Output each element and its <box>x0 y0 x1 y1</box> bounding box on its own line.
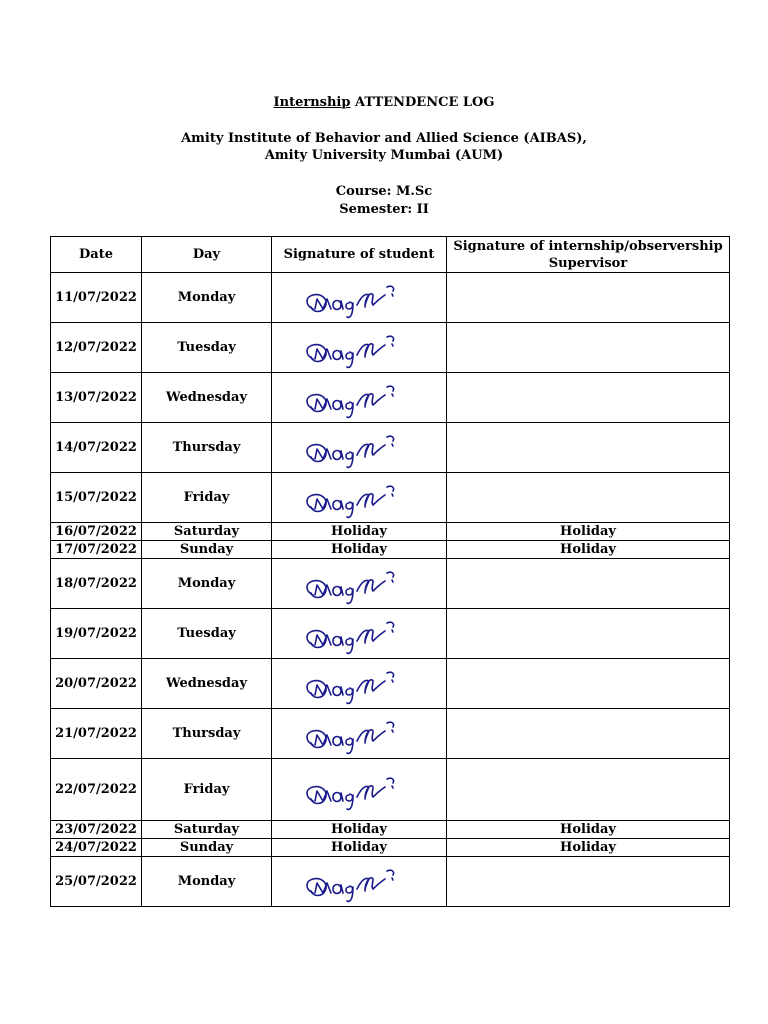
handwritten-signature-icon <box>299 611 419 657</box>
day-cell: Sunday <box>142 839 272 857</box>
table-row <box>51 609 730 659</box>
date-cell: 20/07/2022 <box>51 659 142 709</box>
signature-image <box>290 610 428 657</box>
handwritten-signature-icon <box>299 767 419 813</box>
handwritten-signature-icon <box>299 325 419 371</box>
day-cell: Monday <box>142 857 272 907</box>
supervisor-signature-cell <box>447 559 730 609</box>
supervisor-signature-cell: Holiday <box>447 523 730 541</box>
table-row <box>51 559 730 609</box>
column-header-student-signature: Signature of student <box>272 237 447 273</box>
table-row <box>51 839 730 857</box>
university-name: Amity University Mumbai (AUM) <box>264 148 504 163</box>
day-cell: Monday <box>142 273 272 323</box>
day-cell: Sunday <box>142 541 272 559</box>
student-signature-cell: Holiday <box>272 839 447 857</box>
institute-name: Amity Institute of Behavior and Allied Science (AIBAS), <box>181 131 587 146</box>
course-label: Course: M.Sc <box>335 184 433 199</box>
handwritten-signature-icon <box>299 859 419 905</box>
signature-image <box>290 560 428 607</box>
table-row <box>51 659 730 709</box>
column-header-date: Date <box>51 237 142 273</box>
student-signature-cell <box>272 759 447 821</box>
date-cell: 22/07/2022 <box>51 759 142 821</box>
date-cell: 12/07/2022 <box>51 323 142 373</box>
table-row <box>51 759 730 821</box>
supervisor-signature-cell: Holiday <box>447 821 730 839</box>
attendance-table <box>50 236 730 907</box>
day-cell: Wednesday <box>142 659 272 709</box>
table-header-row <box>51 237 730 273</box>
column-header-day: Day <box>142 237 272 273</box>
student-signature-cell <box>272 423 447 473</box>
supervisor-signature-cell <box>447 609 730 659</box>
handwritten-signature-icon <box>299 711 419 757</box>
signature-image <box>290 760 428 819</box>
student-signature-cell: Holiday <box>272 523 447 541</box>
table-row <box>51 273 730 323</box>
supervisor-signature-cell <box>447 273 730 323</box>
handwritten-signature-icon <box>299 425 419 471</box>
day-cell: Thursday <box>142 709 272 759</box>
student-signature-cell <box>272 373 447 423</box>
supervisor-signature-cell <box>447 373 730 423</box>
day-cell: Tuesday <box>142 323 272 373</box>
table-row <box>51 373 730 423</box>
date-cell: 16/07/2022 <box>51 523 142 541</box>
table-row <box>51 523 730 541</box>
date-cell: 24/07/2022 <box>51 839 142 857</box>
day-cell: Monday <box>142 559 272 609</box>
date-cell: 13/07/2022 <box>51 373 142 423</box>
student-signature-cell <box>272 323 447 373</box>
day-cell: Saturday <box>142 523 272 541</box>
handwritten-signature-icon <box>299 561 419 607</box>
date-cell: 19/07/2022 <box>51 609 142 659</box>
table-row <box>51 821 730 839</box>
day-cell: Tuesday <box>142 609 272 659</box>
day-cell: Saturday <box>142 821 272 839</box>
signature-image <box>290 374 428 421</box>
student-signature-cell <box>272 709 447 759</box>
signature-image <box>290 710 428 757</box>
date-cell: 21/07/2022 <box>51 709 142 759</box>
student-signature-cell <box>272 857 447 907</box>
signature-image <box>290 324 428 371</box>
supervisor-signature-cell <box>447 709 730 759</box>
date-cell: 18/07/2022 <box>51 559 142 609</box>
table-row <box>51 423 730 473</box>
supervisor-signature-cell <box>447 759 730 821</box>
column-header-supervisor-signature: Signature of internship/observership Supervisor <box>447 237 730 273</box>
student-signature-cell <box>272 273 447 323</box>
signature-image <box>290 858 428 905</box>
table-row <box>51 323 730 373</box>
handwritten-signature-icon <box>299 275 419 321</box>
day-cell: Wednesday <box>142 373 272 423</box>
table-row <box>51 709 730 759</box>
semester-label: Semester: II <box>339 202 429 217</box>
supervisor-signature-cell <box>447 857 730 907</box>
supervisor-signature-cell <box>447 473 730 523</box>
student-signature-cell: Holiday <box>272 821 447 839</box>
signature-image <box>290 474 428 521</box>
table-row <box>51 473 730 523</box>
document-title <box>0 94 768 112</box>
day-cell: Thursday <box>142 423 272 473</box>
student-signature-cell <box>272 473 447 523</box>
date-cell: 15/07/2022 <box>51 473 142 523</box>
signature-image <box>290 274 428 321</box>
signature-image <box>290 660 428 707</box>
table-row <box>51 857 730 907</box>
student-signature-cell <box>272 559 447 609</box>
table-row <box>51 541 730 559</box>
day-cell: Friday <box>142 473 272 523</box>
title-attendance-log: ATTENDENCE LOG <box>354 95 495 110</box>
supervisor-signature-cell <box>447 659 730 709</box>
date-cell: 23/07/2022 <box>51 821 142 839</box>
date-cell: 25/07/2022 <box>51 857 142 907</box>
student-signature-cell: Holiday <box>272 541 447 559</box>
signature-image <box>290 424 428 471</box>
date-cell: 11/07/2022 <box>51 273 142 323</box>
student-signature-cell <box>272 609 447 659</box>
date-cell: 17/07/2022 <box>51 541 142 559</box>
day-cell: Friday <box>142 759 272 821</box>
handwritten-signature-icon <box>299 375 419 421</box>
handwritten-signature-icon <box>299 475 419 521</box>
date-cell: 14/07/2022 <box>51 423 142 473</box>
student-signature-cell <box>272 659 447 709</box>
supervisor-signature-cell <box>447 323 730 373</box>
supervisor-signature-cell: Holiday <box>447 839 730 857</box>
supervisor-signature-cell: Holiday <box>447 541 730 559</box>
handwritten-signature-icon <box>299 661 419 707</box>
title-internship: Internship <box>273 95 351 110</box>
supervisor-signature-cell <box>447 423 730 473</box>
